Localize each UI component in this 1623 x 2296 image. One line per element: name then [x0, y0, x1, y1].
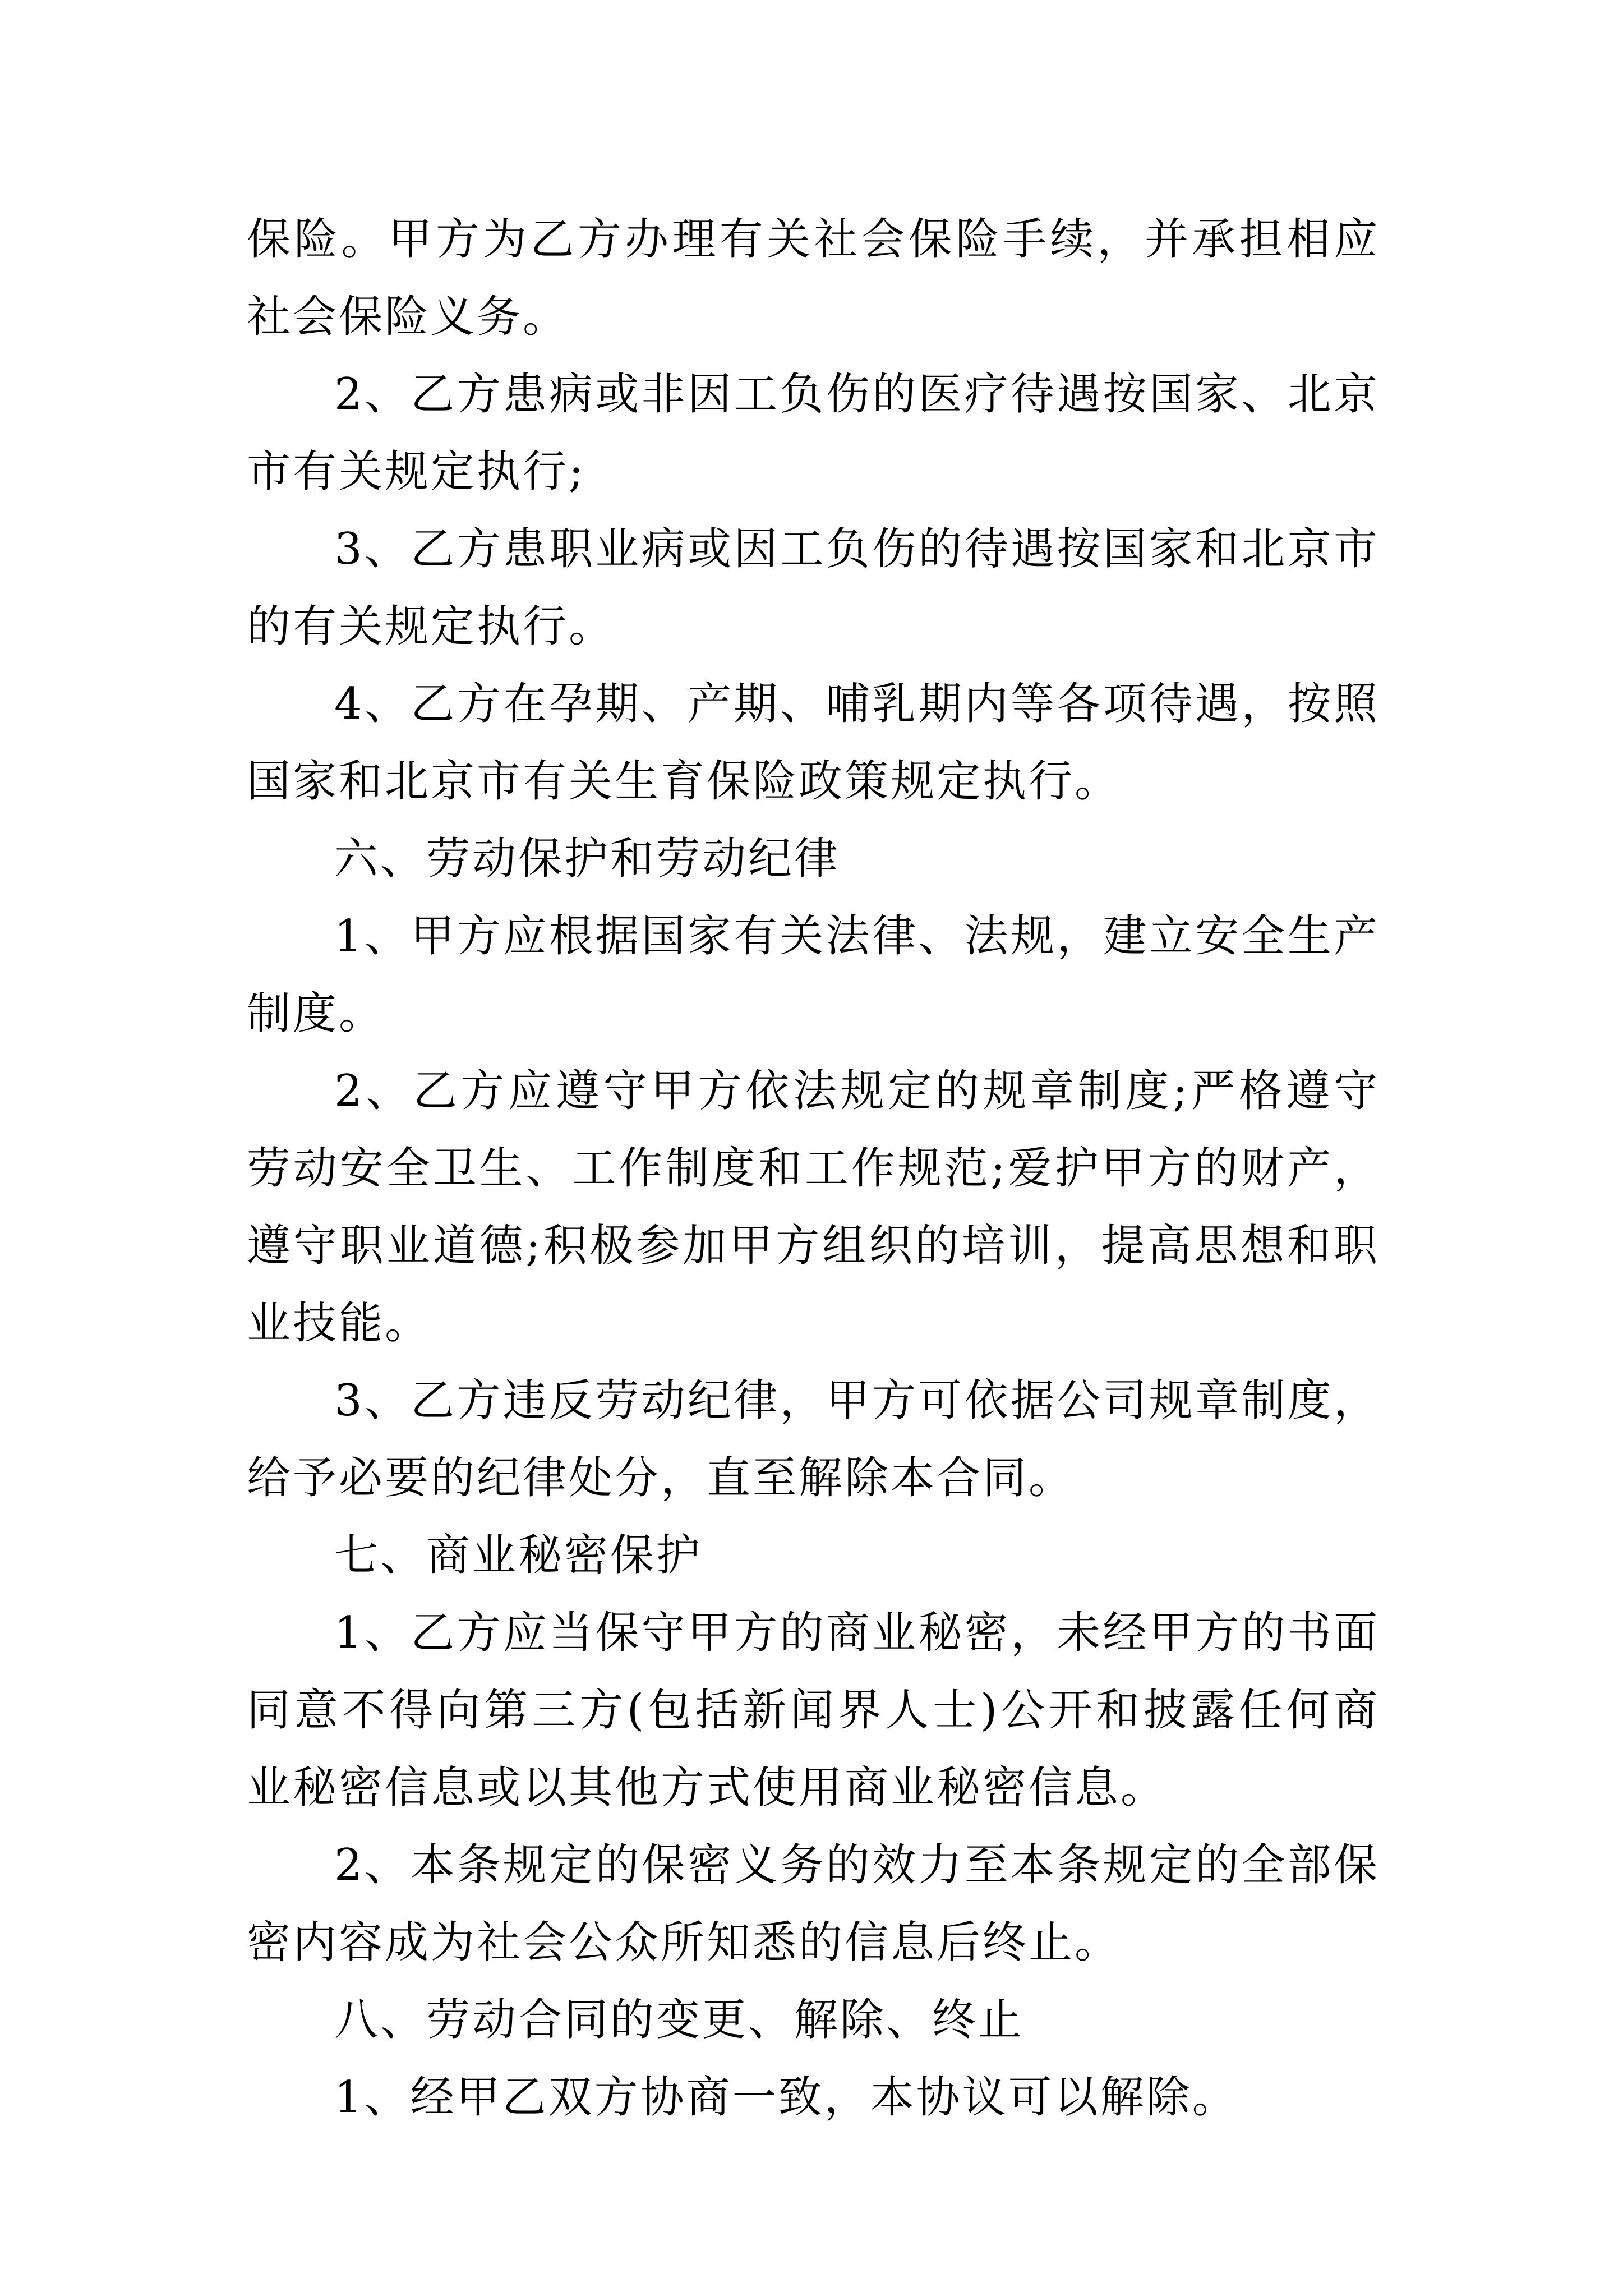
paragraph-rules-compliance: 2、乙方应遵守甲方依法规定的规章制度;严格遵守劳动安全卫生、工作制度和工作规范;爱护甲方的财产，遵守职业道德;积极参加甲方组织的培训，提高思想和职业技能。: [247, 1066, 1380, 1349]
section-heading-trade-secrets: 七、商业秘密保护: [334, 1530, 703, 1581]
paragraph-discipline: 3、乙方违反劳动纪律，甲方可依据公司规章制度，给予必要的纪律处分，直至解除本合同。: [247, 1375, 1380, 1503]
paragraph-safety-system: 1、甲方应根据国家有关法律、法规，建立安全生产制度。: [247, 911, 1380, 1039]
paragraph-insurance-continued: 保险。甲方为乙方办理有关社会保险手续，并承担相应社会保险义务。: [247, 214, 1380, 342]
section-heading-labor-protection: 六、劳动保护和劳动纪律: [334, 834, 841, 884]
paragraph-mutual-termination: 1、经甲乙双方协商一致，本协议可以解除。: [334, 2072, 1238, 2123]
paragraph-confidentiality-term: 2、本条规定的保密义务的效力至本条规定的全部保密内容成为社会公众所知悉的信息后终止。: [247, 1840, 1380, 1968]
paragraph-illness-treatment: 2、乙方患病或非因工负伤的医疗待遇按国家、北京市有关规定执行;: [247, 369, 1380, 497]
paragraph-occupational-disease: 3、乙方患职业病或因工负伤的待遇按国家和北京市的有关规定执行。: [247, 524, 1380, 652]
document-body: [247, 201, 1380, 2136]
section-heading-contract-changes: 八、劳动合同的变更、解除、终止: [334, 1995, 1025, 2045]
paragraph-maternity-benefits: 4、乙方在孕期、产期、哺乳期内等各项待遇，按照国家和北京市有关生育保险政策规定执行。: [247, 679, 1380, 807]
paragraph-confidentiality: 1、乙方应当保守甲方的商业秘密，未经甲方的书面同意不得向第三方(包括新闻界人士)公开和披露任何商业秘密信息或以其他方式使用商业秘密信息。: [247, 1608, 1380, 1813]
